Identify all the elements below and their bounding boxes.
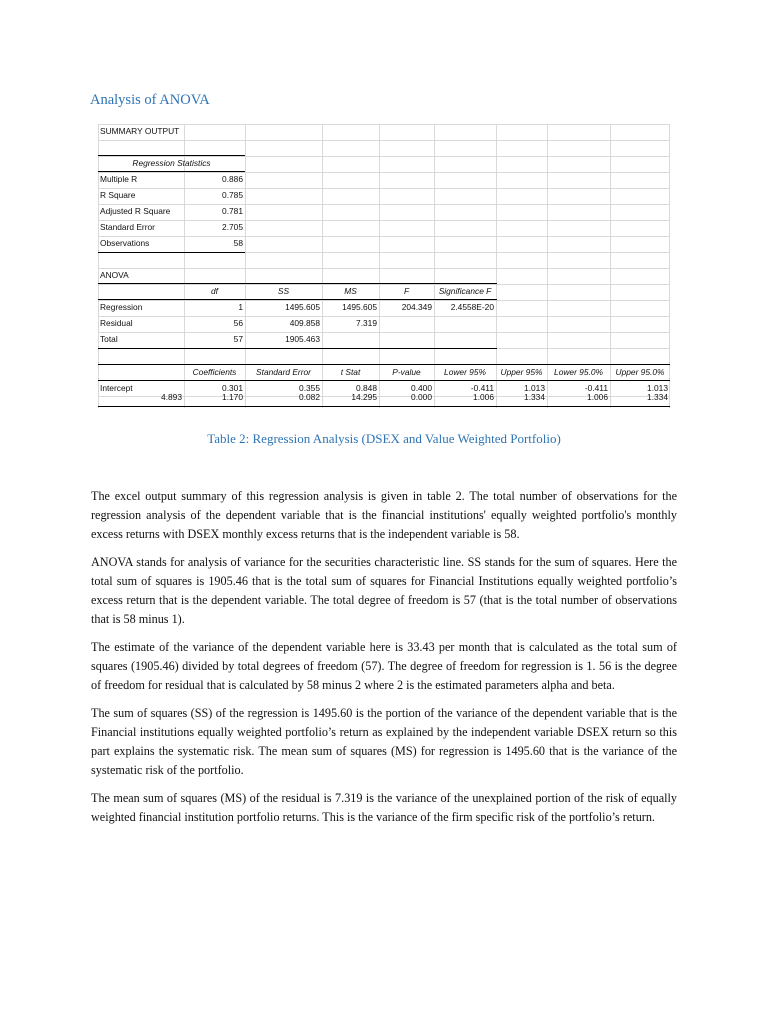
paragraph: The estimate of the variance of the dependent variable here is 33.43 per month that is calculated as the total sum of squares (1905.46) divided by total degrees of freedom (57). The degree of freedom for regression is 1. 56 is the degree of freedom for residual that is calculated by 58 minus 2 where 2 is the estimated parameters alpha and beta.	[91, 639, 677, 693]
stat-label: Observations	[100, 238, 150, 248]
stat-value: 0.785	[222, 190, 243, 200]
coef-cell: 14.295	[351, 392, 377, 402]
anova-cell: 7.319	[356, 318, 377, 328]
stat-label: R Square	[100, 190, 136, 200]
regression-statistics-header: Regression Statistics	[132, 158, 211, 168]
coef-cell: 1.334	[524, 392, 545, 402]
coef-header: P-value	[392, 367, 421, 377]
body-text	[91, 487, 677, 835]
stat-value: 0.886	[222, 174, 243, 184]
stat-label: Multiple R	[100, 174, 138, 184]
anova-cell: 57	[233, 334, 243, 344]
anova-header-df: df	[211, 286, 218, 296]
coef-header: Coefficients	[192, 367, 237, 377]
section-heading: Analysis of ANOVA	[90, 92, 210, 108]
coef-header: t Stat	[340, 367, 361, 377]
summary-title: SUMMARY OUTPUT	[100, 126, 180, 136]
coef-header: Lower 95.0%	[554, 367, 603, 377]
coef-cell: -0.411	[470, 383, 494, 393]
anova-header-significance-f: Significance F	[438, 286, 492, 296]
coef-row-label: Intercept	[100, 383, 133, 393]
paragraph: ANOVA stands for analysis of variance for the securities characteristic line. SS stands for the sum of squares. Here the total sum of squares is 1905.46 that is the total sum of squares for Financial Institutions equally weighted portfolio’s excess return that is the dependent variable. The total degree of freedom is 57 (that is the total number of observations that is 58 minus 1).	[91, 554, 677, 627]
coef-cell: 0.848	[356, 383, 377, 393]
anova-cell: 1495.605	[342, 302, 377, 312]
coef-header: Lower 95%	[444, 367, 486, 377]
paragraph: The excel output summary of this regression analysis is given in table 2. The total number of observations for the regression analysis of the dependent variable that is the financial institutions' equally weighted portfolio's monthly excess returns with DSEX monthly excess returns that is the independent variable is 58.	[91, 489, 677, 542]
anova-header-f: F	[403, 286, 410, 296]
paragraph: The sum of squares (SS) of the regression is 1495.60 is the portion of the variance of the dependent variable that is the Financial institutions equally weighted portfolio’s return as explained by the independent variable DSEX return so this part explains the systematic risk. The mean sum of squares (MS) for regression is 1495.60 that is the variance of the systematic risk of the portfolio.	[91, 705, 677, 777]
coef-cell: 0.082	[299, 392, 320, 402]
anova-cell: 409.858	[289, 318, 320, 328]
coef-cell: 1.013	[647, 383, 668, 393]
anova-cell: 1905.463	[285, 334, 320, 344]
coef-cell: 0.400	[411, 383, 432, 393]
anova-cell: 56	[233, 318, 243, 328]
summary-output-table	[98, 124, 670, 408]
anova-row-label: Regression	[100, 302, 143, 312]
coef-row-label: 4.893	[161, 392, 182, 402]
stat-value: 58	[233, 238, 243, 248]
coef-cell: 1.013	[524, 383, 545, 393]
anova-header-ss: SS	[277, 286, 290, 296]
coef-cell: 1.334	[647, 392, 668, 402]
anova-header-ms: MS	[344, 286, 357, 296]
coef-cell: 1.170	[222, 392, 243, 402]
paragraph: The mean sum of squares (MS) of the residual is 7.319 is the variance of the unexplained portion of the risk of equally weighted financial institution portfolio returns. This is the variance of the firm specific risk of the portfolio’s return.	[91, 790, 677, 824]
anova-row-label: Total	[100, 334, 118, 344]
coef-cell: 0.000	[411, 392, 432, 402]
coef-cell: -0.411	[584, 383, 608, 393]
anova-row-label: Residual	[100, 318, 133, 328]
table-caption: Table 2: Regression Analysis (DSEX and Value Weighted Portfolio)	[207, 431, 561, 446]
stat-label: Standard Error	[100, 222, 155, 232]
coef-header: Standard Error	[256, 367, 311, 377]
stat-value: 2.705	[222, 222, 243, 232]
anova-cell: 204.349	[401, 302, 432, 312]
stat-label: Adjusted R Square	[100, 206, 171, 216]
anova-title: ANOVA	[100, 270, 129, 280]
coef-header: Upper 95%	[500, 367, 543, 377]
coef-cell: 1.006	[473, 392, 494, 402]
coef-cell: 1.006	[587, 392, 608, 402]
coef-header: Upper 95.0%	[615, 367, 665, 377]
anova-cell: 2.4558E-20	[450, 302, 494, 312]
coef-cell: 0.355	[299, 383, 320, 393]
anova-cell: 1495.605	[285, 302, 320, 312]
anova-cell: 1	[238, 302, 243, 312]
coef-cell: 0.301	[222, 383, 243, 393]
stat-value: 0.781	[222, 206, 243, 216]
